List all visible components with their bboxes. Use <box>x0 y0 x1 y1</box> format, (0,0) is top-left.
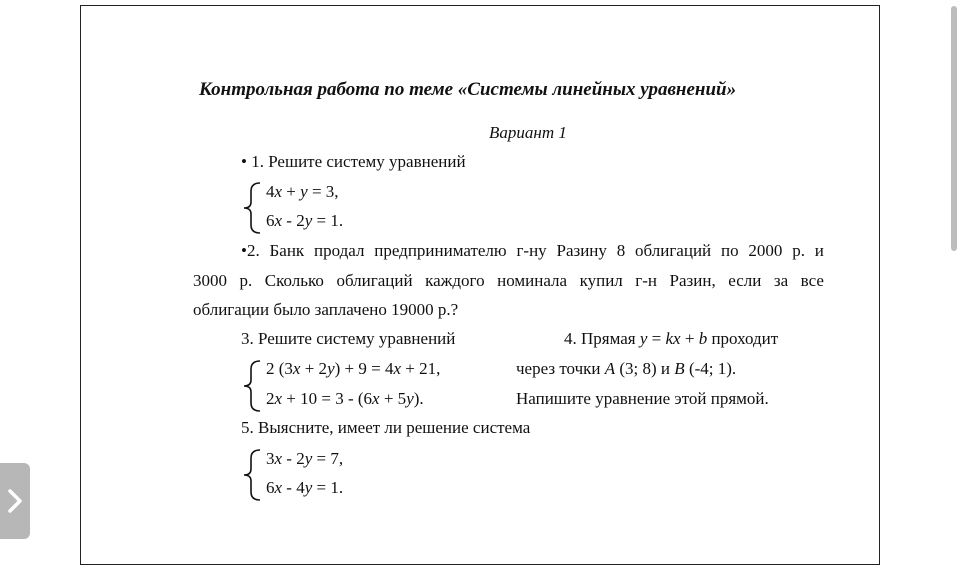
task2-line-2 <box>193 271 824 291</box>
task5-heading: 5. Выясните, имеет ли решение система <box>241 418 531 437</box>
task1-equation-1: 4x + y = 3, <box>266 182 339 201</box>
task3-heading: 3. Решите систему уравнений <box>241 329 456 348</box>
task4-line-2: через точки A (3; 8) и B (-4; 1). <box>516 359 737 378</box>
task2-word: Банк <box>269 241 305 260</box>
task2-word: облигаций <box>635 241 712 260</box>
document-title: Контрольная работа по теме «Системы линейных уравнений» <box>199 79 737 100</box>
task1-heading: • 1. Решите систему уравнений <box>241 152 466 171</box>
task2-word: г-ну <box>516 241 547 260</box>
task2-line-1 <box>241 241 824 261</box>
variant-label: Вариант 1 <box>489 123 567 142</box>
task2-word: все <box>800 271 824 290</box>
chevron-right-icon <box>7 488 23 514</box>
task3-equation-2: 2x + 10 = 3 - (6x + 5y). <box>266 389 424 408</box>
task2-word: по <box>720 241 739 260</box>
task2-word: облигаций <box>336 271 413 290</box>
task2-word: предпринимателю <box>374 241 507 260</box>
task2-word: 3000 <box>193 271 227 290</box>
task4-line-3: Напишите уравнение этой прямой. <box>516 389 769 408</box>
task2-word: и <box>814 241 824 260</box>
task2-word: номинала <box>497 271 568 290</box>
task3-equation-1: 2 (3x + 2y) + 9 = 4x + 21, <box>266 359 441 378</box>
task2-line-3: облигации было заплачено 19000 р.? <box>193 300 459 319</box>
task2-word: Сколько <box>264 271 324 290</box>
task2-word: если <box>728 271 762 290</box>
task2-word: р. <box>239 271 253 290</box>
system-brace-task1 <box>240 181 262 235</box>
task5-equation-2: 6x - 4y = 1. <box>266 478 344 497</box>
task2-word: р. <box>792 241 805 260</box>
task2-word: 8 <box>616 241 626 260</box>
task2-word: •2. <box>241 241 260 260</box>
task2-word: Разину <box>556 241 607 260</box>
task2-word: каждого <box>425 271 485 290</box>
task5-equation-1: 3x - 2y = 7, <box>266 449 344 468</box>
task2-word: г-н <box>635 271 658 290</box>
system-brace-task5 <box>240 448 262 502</box>
task4-line-1: 4. Прямая y = kx + b проходит <box>564 329 779 348</box>
next-slide-button[interactable] <box>0 463 30 539</box>
task1-equation-2: 6x - 2y = 1. <box>266 211 344 230</box>
task2-word: 2000 <box>748 241 783 260</box>
task2-word: купил <box>579 271 623 290</box>
task2-word: продал <box>314 241 365 260</box>
task2-word: за <box>773 271 789 290</box>
scrollbar-thumb[interactable] <box>951 6 957 251</box>
task2-word: Разин, <box>669 271 716 290</box>
system-brace-task3 <box>240 359 262 413</box>
